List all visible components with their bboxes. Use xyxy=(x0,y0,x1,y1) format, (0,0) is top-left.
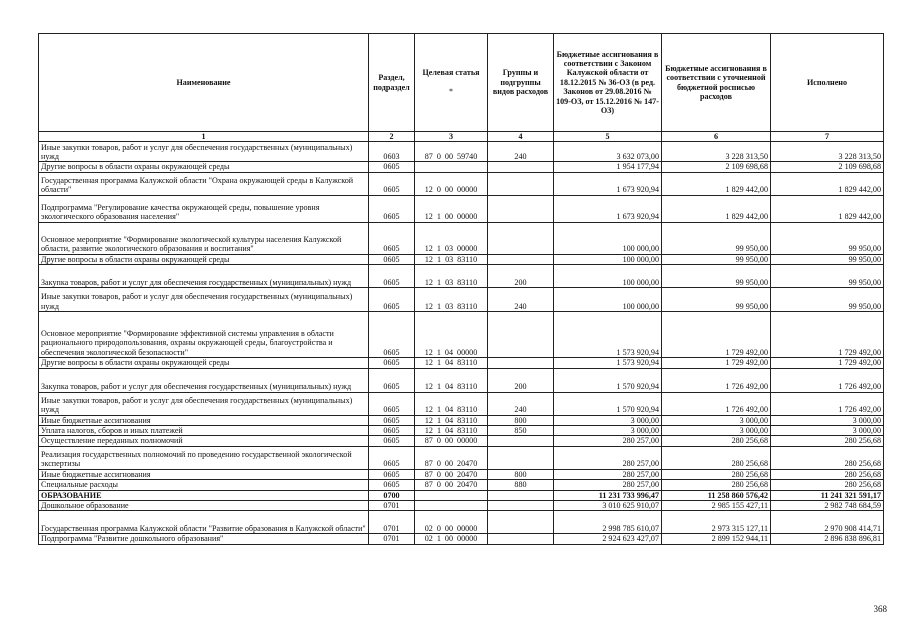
row-refined: 99 950,00 xyxy=(662,288,771,312)
row-name: Государственная программа Калужской области "Развитие образования в Калужской области" xyxy=(39,511,369,534)
row-refined: 3 228 313,50 xyxy=(662,142,771,162)
row-refined: 1 829 442,00 xyxy=(662,172,771,195)
row-section: 0603 xyxy=(369,142,415,162)
row-refined: 1 726 492,00 xyxy=(662,368,771,392)
row-group xyxy=(488,222,554,254)
row-section: 0605 xyxy=(369,162,415,172)
row-name: Государственная программа Калужской области "Охрана окружающей среды в Калужской области" xyxy=(39,172,369,195)
row-executed: 1 829 442,00 xyxy=(771,195,884,222)
row-section: 0701 xyxy=(369,534,415,544)
column-number-row xyxy=(39,132,884,142)
row-executed: 11 241 321 591,17 xyxy=(771,490,884,500)
row-executed: 2 109 698,68 xyxy=(771,162,884,172)
row-section: 0605 xyxy=(369,368,415,392)
table-row xyxy=(39,511,884,534)
row-section: 0605 xyxy=(369,288,415,312)
col-number: 5 xyxy=(554,132,662,142)
row-target: 12 1 04 83110 xyxy=(415,392,488,415)
table-row xyxy=(39,265,884,288)
table-row xyxy=(39,392,884,415)
row-section: 0605 xyxy=(369,436,415,446)
row-law: 2 998 785 610,07 xyxy=(554,511,662,534)
row-name: Иные закупки товаров, работ и услуг для обеспечения государственных (муниципальных) нужд xyxy=(39,392,369,415)
row-law: 280 257,00 xyxy=(554,480,662,490)
row-target: 87 0 00 20470 xyxy=(415,480,488,490)
row-refined: 2 985 155 427,11 xyxy=(662,501,771,511)
row-law: 1 954 177,94 xyxy=(554,162,662,172)
row-executed: 99 950,00 xyxy=(771,265,884,288)
col-header-name: Наименование xyxy=(39,34,369,132)
row-name: Иные бюджетные ассигнования xyxy=(39,415,369,425)
row-group xyxy=(488,358,554,368)
row-group: 880 xyxy=(488,480,554,490)
table-row xyxy=(39,480,884,490)
table-row xyxy=(39,142,884,162)
row-name: Иные бюджетные ассигнования xyxy=(39,469,369,479)
col-number: 1 xyxy=(39,132,369,142)
col-header-law: Бюджетные ассигнования в соответствии с Законом Калужской области от 18.12.2015 № 36-ОЗ (в ред. Законов от 29.08.2016 № 109-ОЗ, от 15.12.2016 № 147-ОЗ) xyxy=(554,34,662,132)
row-group: 800 xyxy=(488,469,554,479)
row-refined: 280 256,68 xyxy=(662,446,771,469)
row-law: 3 010 625 910,07 xyxy=(554,501,662,511)
row-section: 0605 xyxy=(369,446,415,469)
row-name: Иные закупки товаров, работ и услуг для обеспечения государственных (муниципальных) нужд xyxy=(39,142,369,162)
row-group: 240 xyxy=(488,142,554,162)
row-law: 2 924 623 427,07 xyxy=(554,534,662,544)
table-row xyxy=(39,490,884,500)
col-number: 6 xyxy=(662,132,771,142)
table-row xyxy=(39,446,884,469)
row-target: 12 1 04 00000 xyxy=(415,312,488,358)
table-row xyxy=(39,254,884,264)
row-refined: 2 899 152 944,11 xyxy=(662,534,771,544)
row-section: 0700 xyxy=(369,490,415,500)
row-executed: 280 256,68 xyxy=(771,469,884,479)
row-name: Дошкольное образование xyxy=(39,501,369,511)
col-header-target-mark: * xyxy=(448,87,454,97)
row-law: 280 257,00 xyxy=(554,436,662,446)
row-group: 800 xyxy=(488,415,554,425)
page-number: 368 xyxy=(873,604,887,614)
row-name: Другие вопросы в области охраны окружающей среды xyxy=(39,254,369,264)
row-name: Реализация государственных полномочий по проведению государственной экологической экспертизы xyxy=(39,446,369,469)
row-law: 1 673 920,94 xyxy=(554,172,662,195)
row-refined: 280 256,68 xyxy=(662,480,771,490)
row-group: 200 xyxy=(488,368,554,392)
col-number: 7 xyxy=(771,132,884,142)
row-refined: 280 256,68 xyxy=(662,469,771,479)
row-target xyxy=(415,490,488,500)
table-row xyxy=(39,469,884,479)
row-name: Осуществление переданных полномочий xyxy=(39,436,369,446)
row-refined: 1 829 442,00 xyxy=(662,195,771,222)
row-executed: 2 982 748 684,59 xyxy=(771,501,884,511)
table-row xyxy=(39,172,884,195)
row-name: Основное мероприятие "Формирование эффективной системы управления в области рационального природопользования, охраны окружающей среды, благоустройства и обеспечения экологической безопасности" xyxy=(39,312,369,358)
row-target: 02 0 00 00000 xyxy=(415,511,488,534)
row-group xyxy=(488,195,554,222)
row-executed: 280 256,68 xyxy=(771,480,884,490)
row-name: Закупка товаров, работ и услуг для обеспечения государственных (муниципальных) нужд xyxy=(39,368,369,392)
row-group xyxy=(488,172,554,195)
row-target: 12 1 04 83110 xyxy=(415,415,488,425)
row-target: 12 1 03 83110 xyxy=(415,265,488,288)
row-law: 100 000,00 xyxy=(554,265,662,288)
row-section: 0701 xyxy=(369,511,415,534)
row-law: 100 000,00 xyxy=(554,254,662,264)
row-law: 3 632 073,00 xyxy=(554,142,662,162)
row-section: 0605 xyxy=(369,172,415,195)
row-section: 0605 xyxy=(369,469,415,479)
row-executed: 1 729 492,00 xyxy=(771,358,884,368)
col-header-refined: Бюджетные ассигнования в соответствии с уточненной бюджетной росписью расходов xyxy=(662,34,771,132)
row-group: 850 xyxy=(488,426,554,436)
row-refined: 3 000,00 xyxy=(662,426,771,436)
row-target: 87 0 00 00000 xyxy=(415,436,488,446)
row-executed: 2 970 908 414,71 xyxy=(771,511,884,534)
row-executed: 99 950,00 xyxy=(771,254,884,264)
row-law: 1 573 920,94 xyxy=(554,358,662,368)
header-row xyxy=(39,34,884,132)
row-target: 02 1 00 00000 xyxy=(415,534,488,544)
row-law: 1 570 920,94 xyxy=(554,392,662,415)
row-name: Специальные расходы xyxy=(39,480,369,490)
row-group xyxy=(488,501,554,511)
row-group xyxy=(488,511,554,534)
row-target: 12 1 04 83110 xyxy=(415,358,488,368)
row-target xyxy=(415,501,488,511)
row-refined: 99 950,00 xyxy=(662,265,771,288)
row-law: 100 000,00 xyxy=(554,222,662,254)
col-header-group: Группы и подгруппы видов расходов xyxy=(488,34,554,132)
row-refined: 99 950,00 xyxy=(662,222,771,254)
table-row xyxy=(39,288,884,312)
row-section: 0605 xyxy=(369,265,415,288)
row-section: 0605 xyxy=(369,480,415,490)
table-row xyxy=(39,534,884,544)
row-name: Подпрограмма "Развитие дошкольного образования" xyxy=(39,534,369,544)
row-target: 12 1 03 83110 xyxy=(415,288,488,312)
row-group xyxy=(488,312,554,358)
row-law: 1 673 920,94 xyxy=(554,195,662,222)
row-group xyxy=(488,436,554,446)
col-header-section: Раздел, подраздел xyxy=(369,34,415,132)
row-law: 3 000,00 xyxy=(554,426,662,436)
row-section: 0605 xyxy=(369,415,415,425)
row-section: 0605 xyxy=(369,312,415,358)
row-group xyxy=(488,534,554,544)
row-group xyxy=(488,446,554,469)
table-row xyxy=(39,358,884,368)
row-group xyxy=(488,162,554,172)
row-target: 87 0 00 20470 xyxy=(415,469,488,479)
row-target: 12 1 03 83110 xyxy=(415,254,488,264)
row-group xyxy=(488,254,554,264)
table-row xyxy=(39,426,884,436)
table-row xyxy=(39,162,884,172)
row-executed: 1 726 492,00 xyxy=(771,368,884,392)
row-section: 0701 xyxy=(369,501,415,511)
row-section: 0605 xyxy=(369,254,415,264)
row-target: 87 0 00 59740 xyxy=(415,142,488,162)
row-executed: 1 829 442,00 xyxy=(771,172,884,195)
row-group xyxy=(488,490,554,500)
row-law: 1 570 920,94 xyxy=(554,368,662,392)
row-law: 100 000,00 xyxy=(554,288,662,312)
col-number: 3 xyxy=(415,132,488,142)
col-header-target-label: Целевая статья xyxy=(422,68,480,78)
table-row xyxy=(39,222,884,254)
col-number: 4 xyxy=(488,132,554,142)
row-name: Другие вопросы в области охраны окружающей среды xyxy=(39,358,369,368)
col-number: 2 xyxy=(369,132,415,142)
row-executed: 1 726 492,00 xyxy=(771,392,884,415)
budget-table xyxy=(38,33,884,545)
row-target: 87 0 00 20470 xyxy=(415,446,488,469)
row-executed: 280 256,68 xyxy=(771,436,884,446)
row-section: 0605 xyxy=(369,426,415,436)
table-row xyxy=(39,368,884,392)
row-refined: 99 950,00 xyxy=(662,254,771,264)
row-executed: 99 950,00 xyxy=(771,288,884,312)
row-name: Основное мероприятие "Формирование экологической культуры населения Калужской области, развитие экологического образования и воспитания" xyxy=(39,222,369,254)
row-target: 12 0 00 00000 xyxy=(415,172,488,195)
row-refined: 2 109 698,68 xyxy=(662,162,771,172)
row-name: Закупка товаров, работ и услуг для обеспечения государственных (муниципальных) нужд xyxy=(39,265,369,288)
row-section: 0605 xyxy=(369,195,415,222)
row-refined: 1 729 492,00 xyxy=(662,312,771,358)
col-header-target xyxy=(415,34,488,132)
row-executed: 99 950,00 xyxy=(771,222,884,254)
row-target: 12 1 00 00000 xyxy=(415,195,488,222)
row-target: 12 1 04 83110 xyxy=(415,426,488,436)
row-refined: 3 000,00 xyxy=(662,415,771,425)
row-group: 240 xyxy=(488,392,554,415)
row-name: Подпрограмма "Регулирование качества окружающей среды, повышение уровня экологического образования населения" xyxy=(39,195,369,222)
row-name: Уплата налогов, сборов и иных платежей xyxy=(39,426,369,436)
row-refined: 1 726 492,00 xyxy=(662,392,771,415)
row-executed: 3 000,00 xyxy=(771,415,884,425)
table-row xyxy=(39,501,884,511)
table-row xyxy=(39,415,884,425)
row-refined: 280 256,68 xyxy=(662,436,771,446)
row-section: 0605 xyxy=(369,358,415,368)
row-executed: 2 896 838 896,81 xyxy=(771,534,884,544)
table-row xyxy=(39,195,884,222)
row-group: 200 xyxy=(488,265,554,288)
row-target: 12 1 04 83110 xyxy=(415,368,488,392)
row-refined: 1 729 492,00 xyxy=(662,358,771,368)
row-target: 12 1 03 00000 xyxy=(415,222,488,254)
row-law: 11 231 733 996,47 xyxy=(554,490,662,500)
row-name: ОБРАЗОВАНИЕ xyxy=(39,490,369,500)
row-target xyxy=(415,162,488,172)
row-executed: 280 256,68 xyxy=(771,446,884,469)
row-law: 1 573 920,94 xyxy=(554,312,662,358)
col-header-executed: Исполнено xyxy=(771,34,884,132)
row-name: Иные закупки товаров, работ и услуг для обеспечения государственных (муниципальных) нужд xyxy=(39,288,369,312)
row-section: 0605 xyxy=(369,222,415,254)
row-executed: 1 729 492,00 xyxy=(771,312,884,358)
row-group: 240 xyxy=(488,288,554,312)
table-row xyxy=(39,436,884,446)
row-executed: 3 000,00 xyxy=(771,426,884,436)
row-refined: 11 258 860 576,42 xyxy=(662,490,771,500)
row-law: 3 000,00 xyxy=(554,415,662,425)
row-law: 280 257,00 xyxy=(554,469,662,479)
row-section: 0605 xyxy=(369,392,415,415)
row-name: Другие вопросы в области охраны окружающей среды xyxy=(39,162,369,172)
row-executed: 3 228 313,50 xyxy=(771,142,884,162)
row-refined: 2 973 315 127,11 xyxy=(662,511,771,534)
row-law: 280 257,00 xyxy=(554,446,662,469)
table-row xyxy=(39,312,884,358)
